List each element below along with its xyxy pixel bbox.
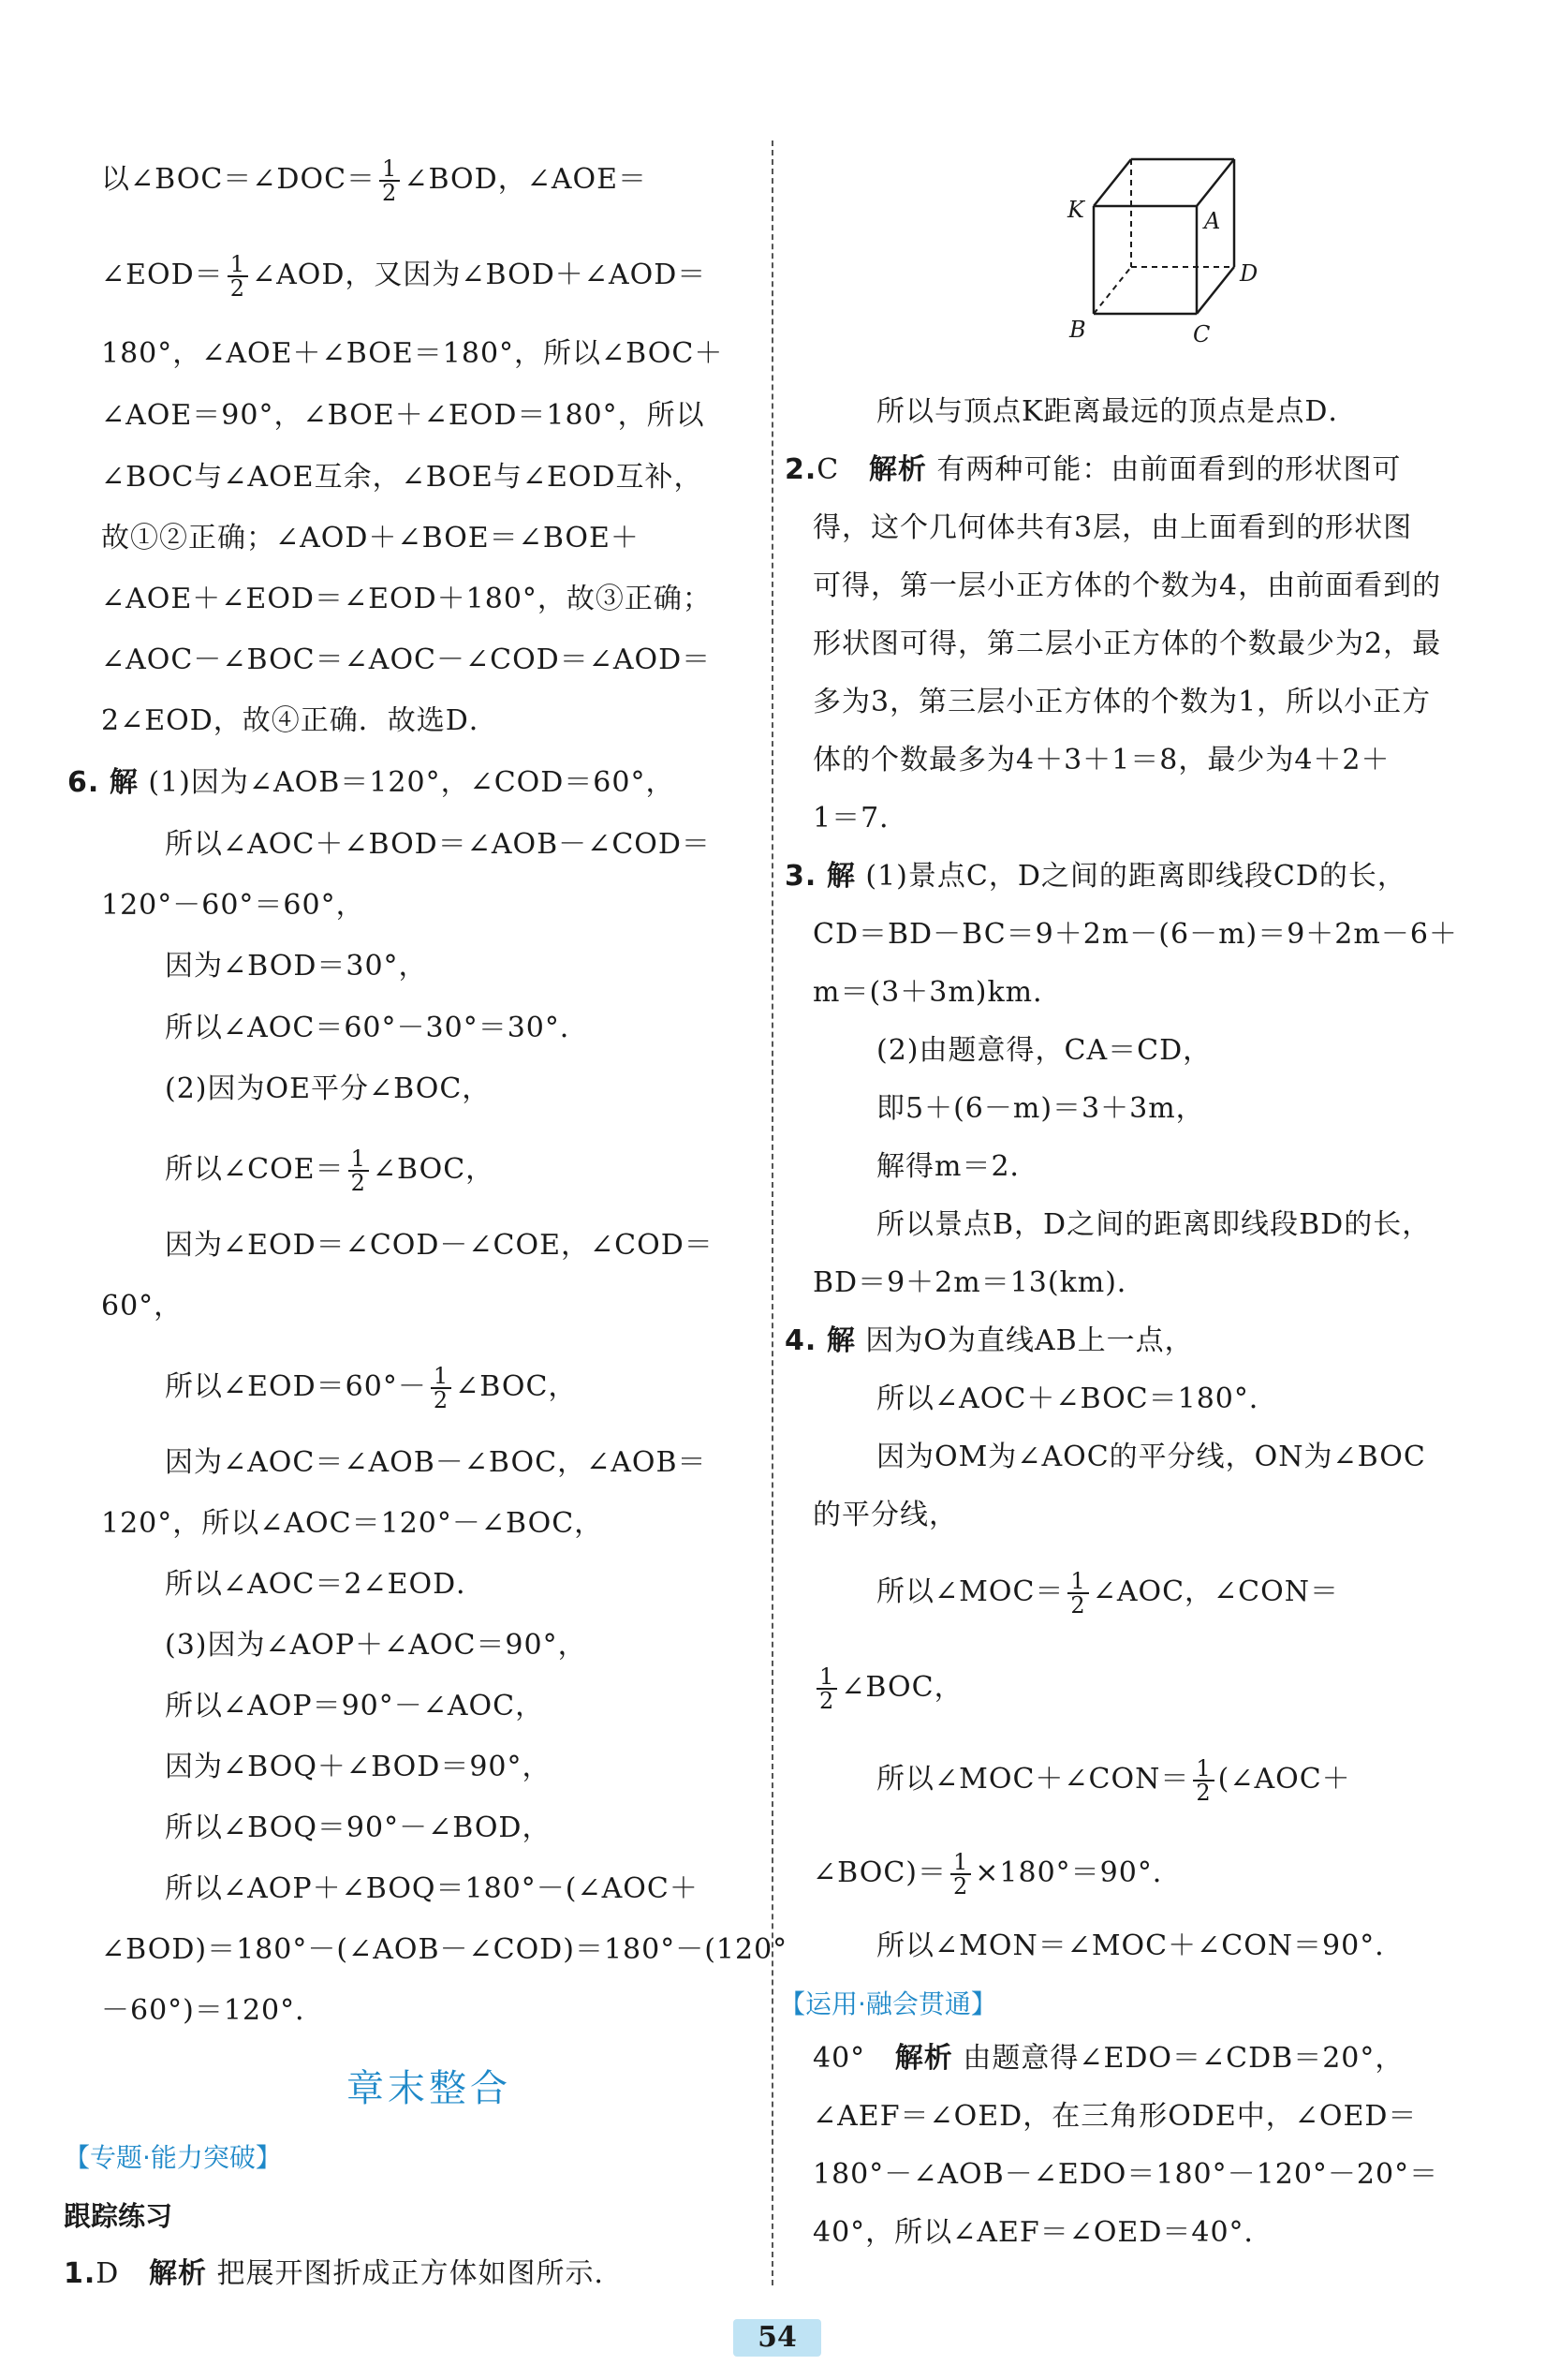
cube-diagram <box>1056 150 1300 356</box>
answer-b1: 40° 解析 由题意得∠EDO＝∠CDB＝20°， <box>813 2042 1405 2075</box>
text-line: ∠BOC)＝ $\frac{1}{2}$ ×180°＝90°． <box>813 1849 1182 1900</box>
page-number: 54 <box>733 2319 821 2357</box>
text-line: ∠BOC与∠AOE互余，∠BOE与∠EOD互补， <box>101 461 703 494</box>
cube-hidden-edge <box>1094 267 1131 314</box>
text-line: 解得m＝2． <box>876 1150 1039 1183</box>
text-line: 120°－60°＝60°， <box>101 889 365 922</box>
text-line: －60°)＝120°． <box>101 1994 325 2027</box>
answer-3: 3. 解 (1)景点C，D之间的距离即线段CD的长， <box>785 860 1406 893</box>
text-line: 因为∠EOD＝∠COD－∠COE，∠COD＝ <box>165 1229 714 1262</box>
text-line: 体的个数最多为4＋3＋1＝8，最少为4＋2＋ <box>813 744 1391 776</box>
answer-2: 2.C 解析 有两种可能：由前面看到的形状图可 <box>785 453 1402 486</box>
text-line: 所以∠BOQ＝90°－∠BOD， <box>165 1811 552 1844</box>
text-line: 因为OM为∠AOC的平分线，ON为∠BOC <box>876 1441 1426 1473</box>
text-line: 即5＋(6－m)＝3＋3m， <box>876 1092 1205 1125</box>
vertex-label-K: K <box>1067 197 1084 223</box>
text-line: BD＝9＋2m＝13(km)． <box>813 1266 1146 1299</box>
text-line: 得，这个几何体共有3层，由上面看到的形状图 <box>813 511 1413 544</box>
text-line: 1＝7． <box>813 802 909 835</box>
topic-tag: 【专题·能力突破】 <box>64 2142 282 2173</box>
text-line: 多为3，第三层小正方体的个数为1，所以小正方 <box>813 686 1432 718</box>
text-line: 故①②正确；∠AOD＋∠BOE＝∠BOE＋ <box>101 522 640 554</box>
text-line: 所以∠EOD＝60°－ $\frac{1}{2}$ ∠BOC， <box>165 1363 578 1413</box>
text-line: ∠EOD＝ $\frac{1}{2}$ ∠AOD，又因为∠BOD＋∠AOD＝ <box>101 251 707 302</box>
fraction: $\frac{1}{2}$ <box>817 1665 837 1712</box>
text-line: (2)因为OE平分∠BOC， <box>165 1072 492 1105</box>
text-line: 120°，所以∠AOC＝120°－∠BOC， <box>101 1507 604 1540</box>
vertex-label-D: D <box>1240 260 1258 287</box>
text-line: 60°， <box>101 1290 184 1323</box>
text-line: ∠AOE＋∠EOD＝∠EOD＋180°，故③正确； <box>101 583 712 615</box>
section-title: 章末整合 <box>346 2067 511 2110</box>
right-column <box>779 0 1468 2380</box>
fraction: $\frac{1}{2}$ <box>1193 1757 1214 1804</box>
question-6-header: 6. 解 (1)因为∠AOB＝120°，∠COD＝60°， <box>67 766 675 799</box>
text-line: 可得，第一层小正方体的个数为4，由前面看到的 <box>813 569 1442 602</box>
topic-tag: 【运用·融会贯通】 <box>779 1988 997 2019</box>
text-line: 所以∠MOC＋∠CON＝ $\frac{1}{2}$ (∠AOC＋ <box>876 1755 1351 1806</box>
fraction: $\frac{1}{2}$ <box>1067 1570 1088 1617</box>
text-line: 所以∠AOC＝60°－30°＝30°． <box>165 1012 589 1044</box>
text-line: 形状图可得，第二层小正方体的个数最少为2，最 <box>813 628 1442 660</box>
text-line: 所以∠AOP＝90°－∠AOC， <box>165 1690 545 1722</box>
cube-edge <box>1197 267 1234 314</box>
vertex-label-B: B <box>1069 317 1086 343</box>
vertex-label-A: A <box>1204 208 1221 234</box>
text-line: 所以与顶点K距离最远的顶点是点D． <box>876 395 1358 428</box>
text-line: 所以∠COE＝ $\frac{1}{2}$ ∠BOC， <box>165 1146 495 1196</box>
text-line: 因为∠BOQ＋∠BOD＝90°， <box>165 1751 552 1783</box>
text-line: 因为∠BOD＝30°， <box>165 950 428 983</box>
text-line: ∠AEF＝∠OED，在三角形ODE中，∠OED＝ <box>813 2100 1418 2133</box>
fraction: $\frac{1}{2}$ <box>348 1147 369 1194</box>
text-line: 所以景点B，D之间的距离即线段BD的长， <box>876 1208 1432 1241</box>
vertex-label-C: C <box>1193 321 1211 347</box>
answer-1: 1.D 解析 把展开图折成正方体如图所示． <box>64 2257 624 2290</box>
text-line: 所以∠AOC＋∠BOC＝180°． <box>876 1382 1278 1415</box>
text-line: 40°，所以∠AEF＝∠OED＝40°． <box>813 2216 1273 2249</box>
subheading: 跟踪练习 <box>64 2200 173 2232</box>
text-line: CD＝BD－BC＝9＋2m－(6－m)＝9＋2m－6＋ <box>813 918 1458 951</box>
text-line: 2∠EOD，故④正确．故选D． <box>101 704 498 737</box>
text-line: (3)因为∠AOP＋∠AOC＝90°， <box>165 1629 587 1662</box>
text-line: 所以∠AOC＋∠BOD＝∠AOB－∠COD＝ <box>165 828 711 861</box>
text-line: 的平分线， <box>813 1499 958 1531</box>
text-line: ∠BOD)＝180°－(∠AOB－∠COD)＝180°－(120° <box>101 1933 788 1966</box>
fraction: $\frac{1}{2}$ <box>228 253 248 300</box>
text-line: 因为∠AOC＝∠AOB－∠BOC，∠AOB＝ <box>165 1446 707 1479</box>
text-line: $\frac{1}{2}$ ∠BOC， <box>813 1665 964 1712</box>
text-line: (2)由题意得，CA＝CD， <box>876 1034 1213 1067</box>
fraction: $\frac{1}{2}$ <box>431 1365 451 1412</box>
text-line: 所以∠MON＝∠MOC＋∠CON＝90°． <box>876 1929 1405 1962</box>
text-line: 所以∠MOC＝ $\frac{1}{2}$ ∠AOC，∠CON＝ <box>876 1568 1339 1619</box>
cube-edge <box>1094 159 1131 206</box>
fraction: $\frac{1}{2}$ <box>379 157 400 204</box>
answer-4: 4. 解 因为O为直线AB上一点， <box>785 1324 1194 1357</box>
cube-edge <box>1197 159 1234 206</box>
text-line: 所以∠AOC＝2∠EOD． <box>165 1568 486 1601</box>
text-line: 所以∠AOP＋∠BOQ＝180°－(∠AOC＋ <box>165 1872 699 1905</box>
fraction: $\frac{1}{2}$ <box>950 1851 971 1898</box>
text-line: m＝(3＋3m)km． <box>813 976 1063 1009</box>
text-line: ∠AOC－∠BOC＝∠AOC－∠COD＝∠AOD＝ <box>101 643 712 676</box>
text-line: ∠AOE＝90°，∠BOE＋∠EOD＝180°，所以 <box>101 399 705 432</box>
text-line: 180°，∠AOE＋∠BOE＝180°，所以∠BOC＋ <box>101 337 724 370</box>
text-line: 180°－∠AOB－∠EDO＝180°－120°－20°＝ <box>813 2158 1439 2191</box>
text-line: 以∠BOC＝∠DOC＝ $\frac{1}{2}$ ∠BOD，∠AOE＝ <box>101 155 647 206</box>
